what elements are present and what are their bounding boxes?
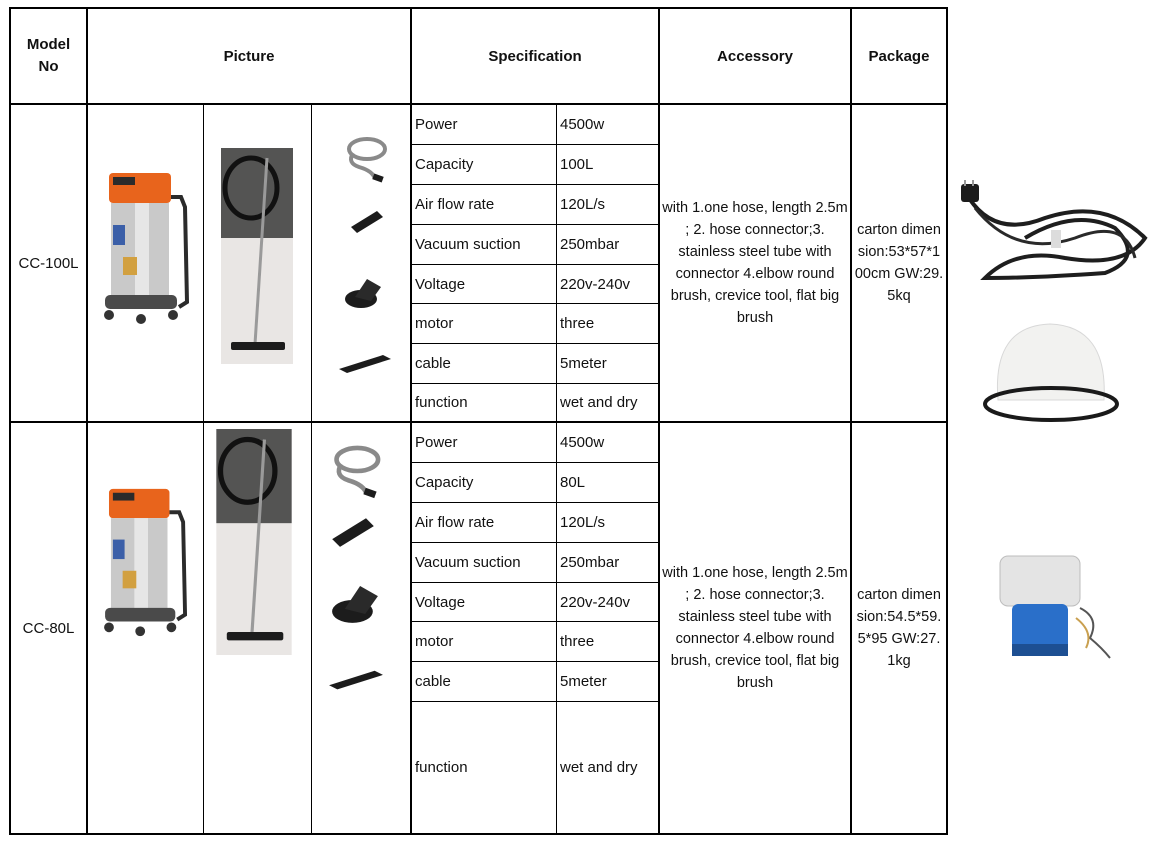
spec-label: cable: [415, 673, 451, 690]
crevice-tool-image: [327, 507, 379, 553]
spec-label: cable: [415, 355, 451, 372]
spec-value: 250mbar: [560, 554, 620, 571]
spec-value: wet and dry: [560, 394, 638, 411]
vacuum-cleaner-image: [99, 167, 199, 329]
accessory-cc-100l: with 1.one hose, length 2.5m ; 2. hose connector;3. stainless steel tube with connector 4.elbow round brush, crevice tool, flat big brush: [662, 200, 848, 326]
model-cc-100l: CC-100L: [18, 254, 79, 272]
spec-value: 100L: [560, 156, 594, 173]
spec-value: three: [560, 633, 595, 650]
power-cable-image: [955, 178, 1155, 286]
spec-label: function: [415, 759, 468, 776]
model-cc-80l: CC-80L: [22, 619, 75, 637]
floor-brush-image: [209, 429, 299, 655]
filter-cover-image: [978, 316, 1124, 436]
header-accessory: Accessory: [717, 47, 793, 65]
round-brush-image: [327, 573, 383, 627]
hose-image: [339, 133, 391, 185]
spec-value: wet and dry: [560, 759, 638, 776]
product-spec-table: [9, 7, 948, 835]
spec-value: 4500w: [560, 434, 605, 451]
hose-image: [325, 439, 385, 503]
spec-value: 120L/s: [560, 196, 606, 213]
spec-label: Air flow rate: [415, 196, 495, 213]
flat-brush-image: [327, 657, 385, 699]
header-picture: Picture: [223, 47, 275, 65]
spec-label: motor: [415, 633, 454, 650]
spec-label: function: [415, 394, 468, 411]
spec-label: Power: [415, 434, 458, 451]
header-package: Package: [868, 47, 930, 65]
accessory-cc-80l: with 1.one hose, length 2.5m ; 2. hose connector;3. stainless steel tube with connector 4.elbow round brush, crevice tool, flat big brush: [662, 565, 848, 691]
spec-value: 80L: [560, 474, 586, 491]
vacuum-cleaner-image: [97, 483, 199, 641]
spec-label: Air flow rate: [415, 514, 495, 531]
spec-label: Vacuum suction: [415, 554, 521, 571]
spec-label: Capacity: [415, 474, 474, 491]
header-model-no: Model No: [26, 36, 71, 75]
spec-label: motor: [415, 315, 454, 332]
header-specification: Specification: [488, 47, 582, 65]
spec-label: Power: [415, 116, 458, 133]
floor-brush-image: [221, 148, 293, 364]
flat-brush-image: [337, 349, 393, 375]
package-cc-80l: carton dimension:54.5*59.5*95 GW:27.1kg: [856, 587, 942, 669]
spec-value: 120L/s: [560, 514, 606, 531]
motor-image: [990, 548, 1120, 666]
spec-label: Voltage: [415, 593, 466, 611]
crevice-tool-image: [347, 205, 387, 235]
spec-label: Vacuum suction: [415, 236, 521, 253]
round-brush-image: [341, 269, 385, 311]
spec-value: 5meter: [560, 673, 607, 690]
spec-label: Capacity: [415, 156, 474, 173]
spec-value: 220v-240v: [560, 275, 631, 293]
spec-label: Voltage: [415, 275, 466, 293]
package-cc-100l: carton dimension:53*57*100cm GW:29.5kq: [854, 222, 944, 304]
spec-value: three: [560, 315, 595, 332]
spec-value: 5meter: [560, 355, 607, 372]
spec-value: 250mbar: [560, 236, 620, 253]
spec-value: 220v-240v: [560, 593, 631, 611]
spec-value: 4500w: [560, 116, 605, 133]
